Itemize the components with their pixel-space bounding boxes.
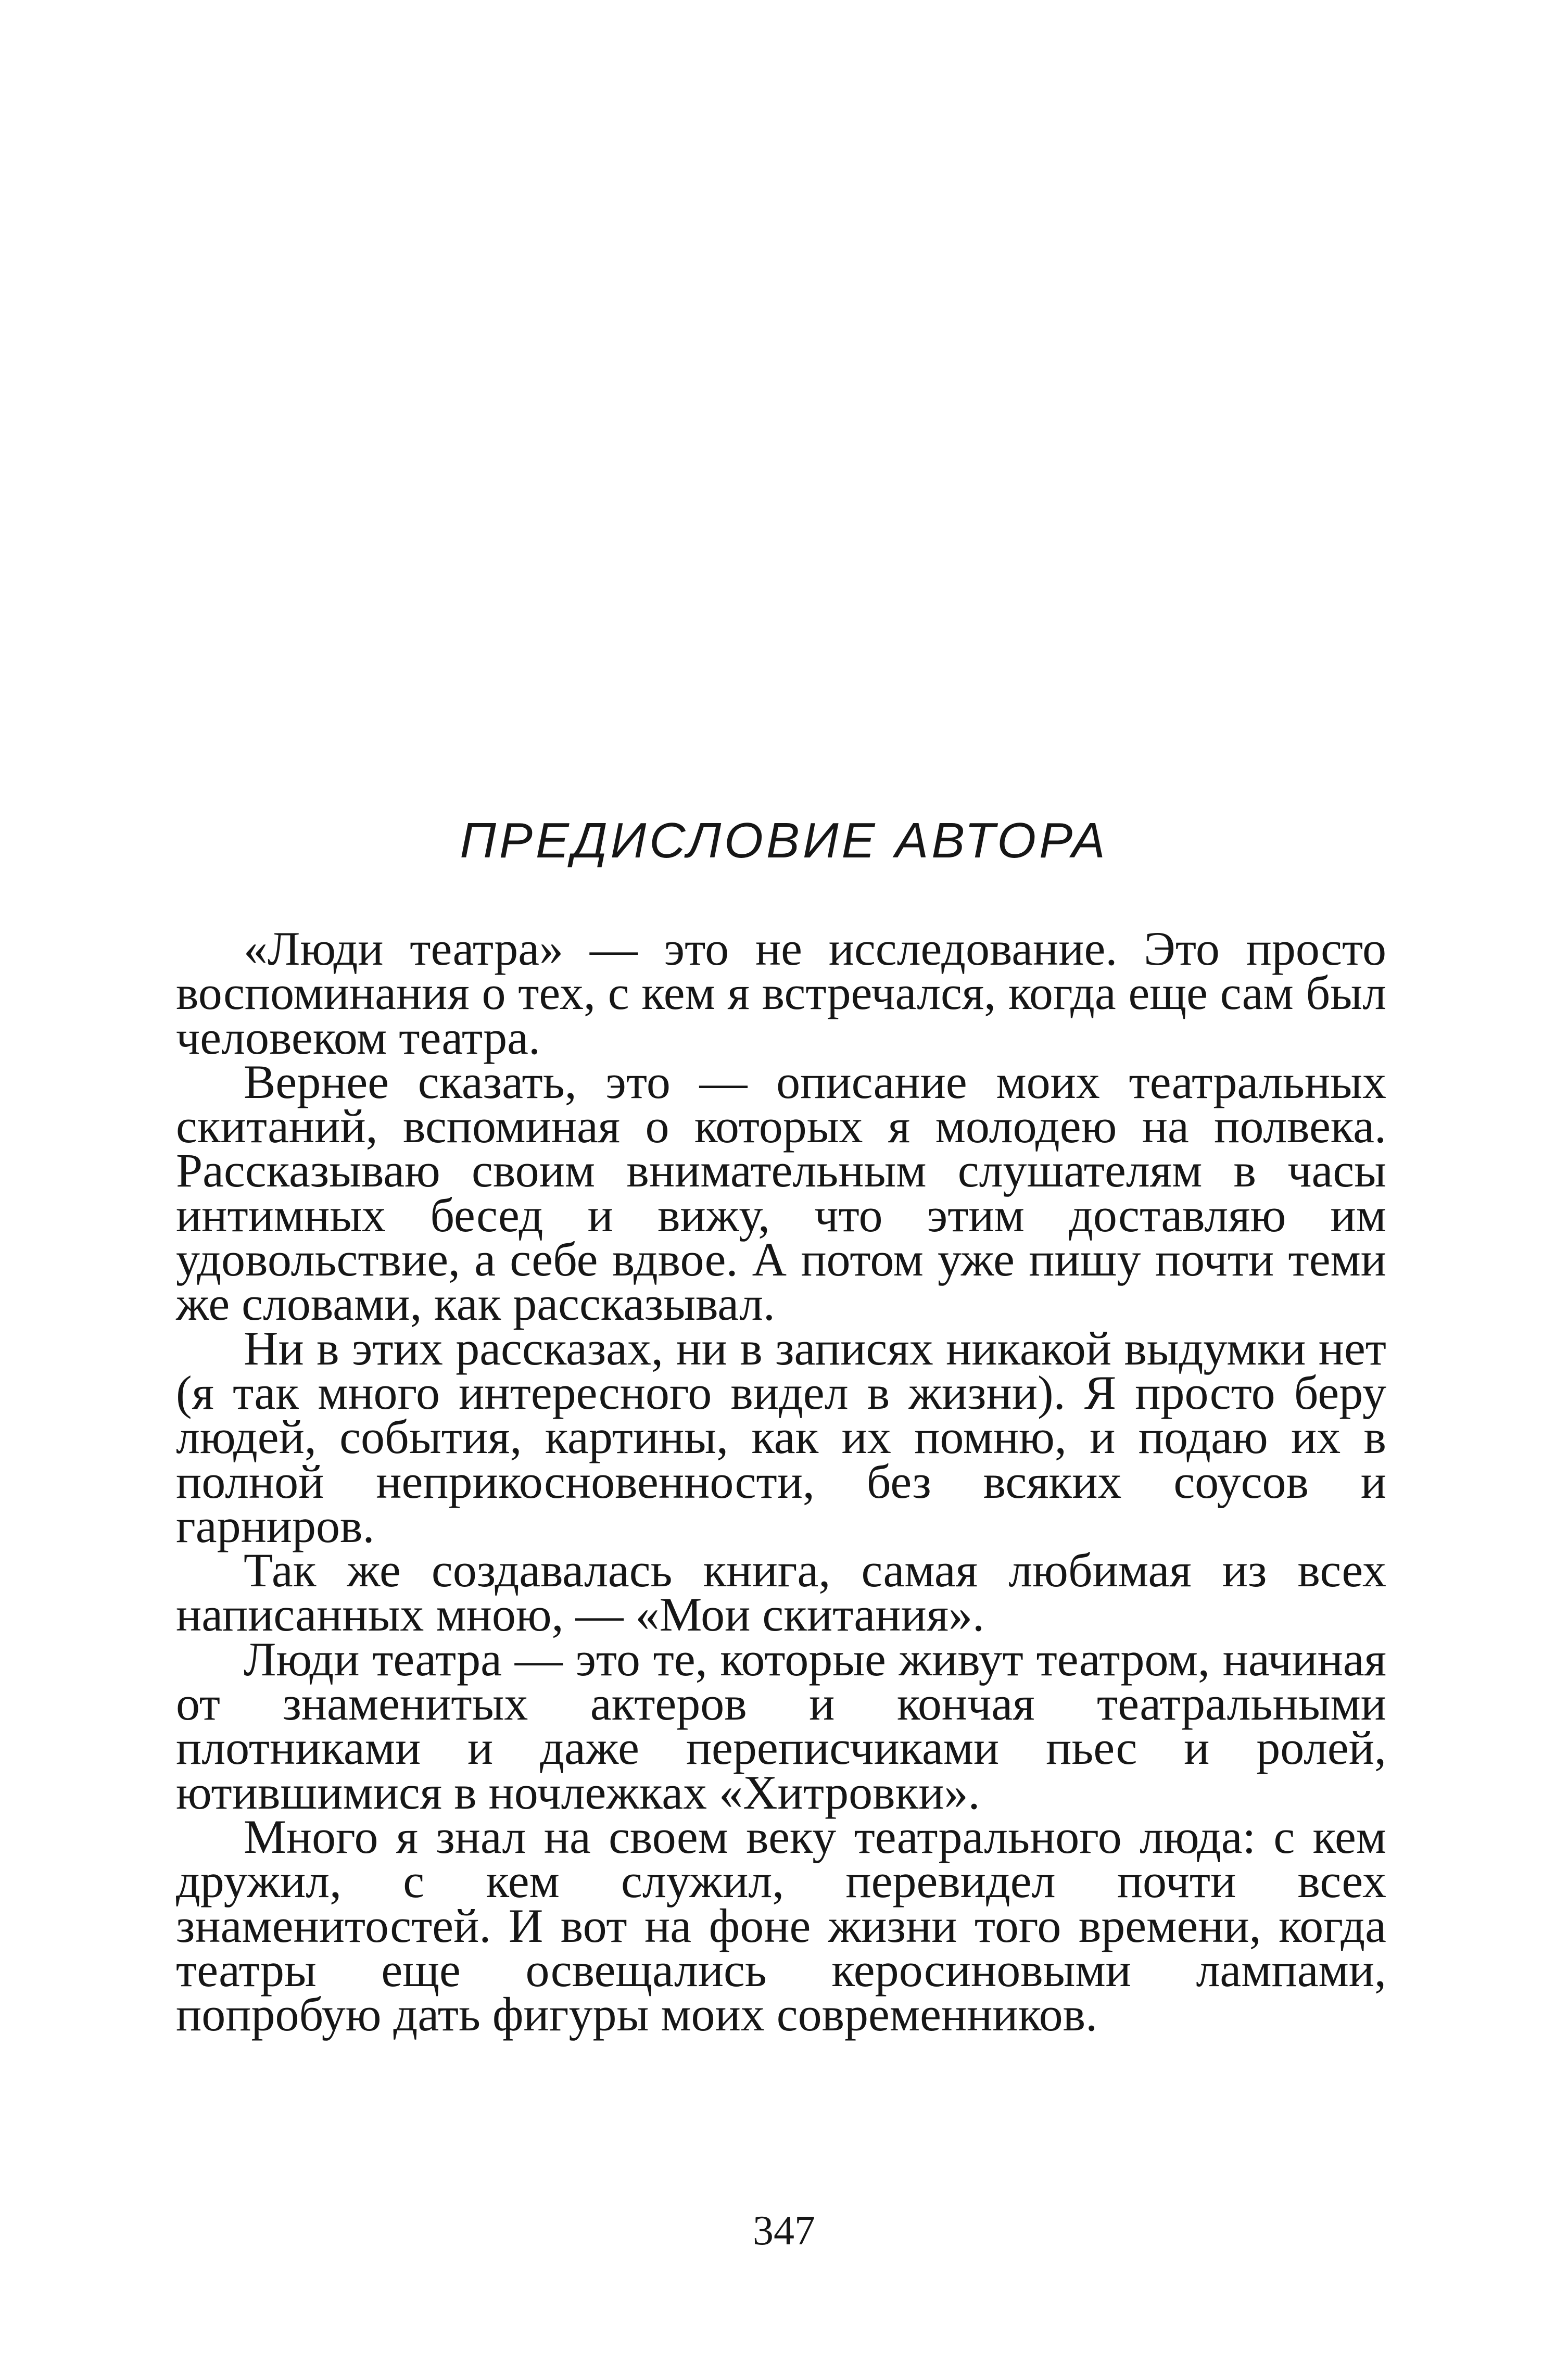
body-text <box>176 922 1386 2041</box>
paragraph-4: Так же создавалась книга, самая любимая из всех написанных мною, — «Мои скитания». <box>176 1544 1386 1641</box>
paragraph-1: «Люди театра» — это не исследование. Это просто воспоминания о тех, с кем я встречался, когда еще сам был человеком театра. <box>176 922 1386 1064</box>
page-number: 347 <box>753 2208 815 2254</box>
paragraph-3: Ни в этих рассказах, ни в записях никакой выдумки нет (я так много интересного видел в жизни). Я просто беру людей, события, картины, как их помню, и подаю их в полной неприкосновенности, без всяких соусов и гарниров. <box>176 1321 1386 1552</box>
paragraph-6: Много я знал на своем веку театрального люда: с кем дружил, с кем служил, перевидел почти всех знаменитостей. И вот на фоне жизни того времени, когда театры еще освещались керосиновыми лампами, попробую дать фигуры моих современников. <box>176 1810 1386 2041</box>
chapter-heading: ПРЕДИСЛОВИЕ АВТОРА <box>460 813 1108 868</box>
paragraph-5: Люди театра — это те, которые живут театром, начиная от знаменитых актеров и кончая театральными плотниками и даже переписчиками пьес и ролей, ютившимися в ночлежках «Хитровки». <box>176 1632 1386 1819</box>
paragraph-2: Вернее сказать, это — описание моих театральных скитаний, вспоминая о которых я молодею на полвека. Рассказываю своим внимательным слушателям в часы интимных бесед и вижу, что этим доставляю им удовольствие, а себе вдвое. А потом уже пишу почти теми же словами, как рассказывал. <box>176 1055 1386 1331</box>
